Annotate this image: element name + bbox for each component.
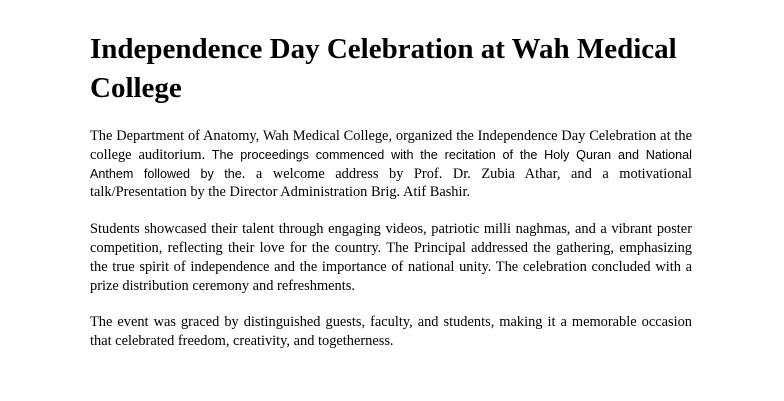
paragraph-activities: Students showcased their talent through engaging videos, patriotic milli naghmas, and a vibrant poster competition, reflecting their love for the country. The Principal addressed the gathering, emphasizing the true spirit of independence and the importance of national unity. The celebration concluded with a prize distribution ceremony and refreshments. — [90, 221, 692, 294]
paragraph-intro-text-2: The proceedings commenced with the recitation of the Holy Quran and National Anthem followed by the — [90, 147, 692, 181]
paragraph-intro-text-3: . a welcome address by Prof. Dr. Zubia Athar, and a motivational talk/Presentation by the Director Administration Brig. Atif Bashir. — [90, 165, 692, 201]
document-body — [90, 30, 692, 351]
paragraph-closing: The event was graced by distinguished guests, faculty, and students, making it a memorable occasion that celebrated freedom, creativity, and togetherness. — [90, 314, 692, 350]
paragraph-intro-text-1: The Department of Anatomy, Wah Medical College, organized the Independence Day Celebration at the college auditorium. — [90, 128, 692, 163]
paragraph-intro — [90, 127, 692, 202]
page-title: Independence Day Celebration at Wah Medical College — [90, 33, 677, 104]
